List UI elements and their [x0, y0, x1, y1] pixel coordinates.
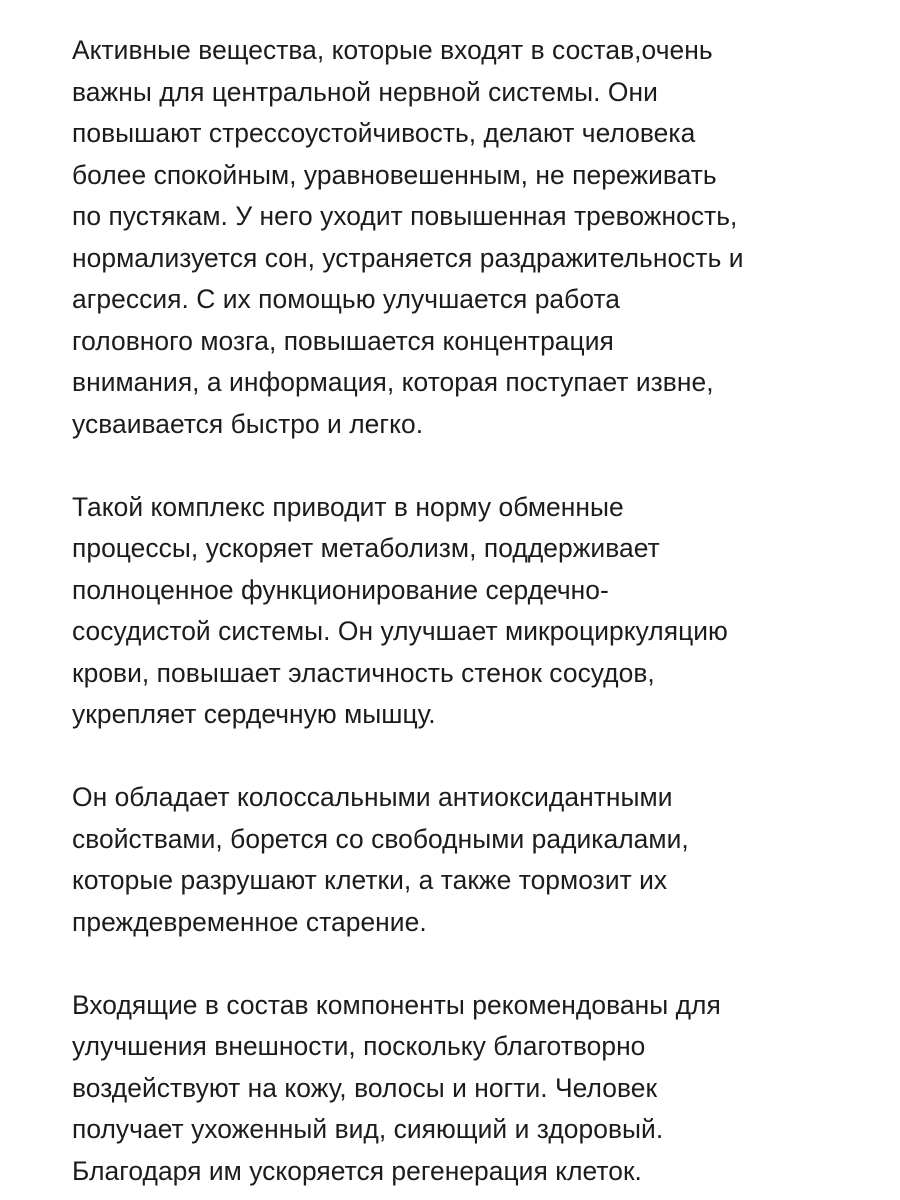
text-line: важны для центральной нервной системы. Они [72, 76, 658, 107]
text-line: усваивается быстро и легко. [72, 408, 424, 439]
text-line: головного мозга, повышается концентрация [72, 325, 614, 356]
text-line: крови, повышает эластичность стенок сосудов, [72, 657, 655, 688]
text-line: преждевременное старение. [72, 906, 427, 937]
text-line: Входящие в состав компоненты рекомендованы для [72, 989, 721, 1020]
paragraph-spacer [72, 736, 852, 778]
text-line: которые разрушают клетки, а также тормозит их [72, 865, 668, 895]
text-line: полноценное функционирование сердечно- [72, 574, 609, 605]
text-line: сосудистой системы. Он улучшает микроциркуляцию [72, 616, 728, 646]
text-line: нормализуется сон, устраняется раздражительность и [72, 242, 744, 273]
text-line: внимания, а информация, которая поступает извне, [72, 367, 714, 397]
text-line: Такой комплекс приводит в норму обменные [72, 491, 624, 522]
text-line: улучшения внешности, поскольку благотворно [72, 1031, 646, 1061]
text-line: укрепляет сердечную мышцу. [72, 699, 436, 729]
text-line: процессы, ускоряет метаболизм, поддерживает [72, 533, 660, 563]
paragraph-appearance [72, 985, 852, 1193]
paragraph-spacer [72, 943, 852, 985]
text-line: воздействуют на кожу, волосы и ногти. Человек [72, 1072, 658, 1103]
text-line: более спокойным, уравновешенным, не переживать [72, 159, 717, 190]
text-line: агрессия. С их помощью улучшается работа [72, 284, 621, 314]
paragraph-metabolism [72, 487, 852, 736]
text-line: Активные вещества, которые входят в состав,очень [72, 35, 713, 65]
text-line: свойствами, борется со свободными радикалами, [72, 823, 689, 854]
paragraph-antioxidants [72, 777, 852, 943]
text-line: Он обладает колоссальными антиоксидантными [72, 782, 673, 812]
text-line: получает ухоженный вид, сияющий и здоровый. [72, 1114, 664, 1144]
text-line: повышают стрессоустойчивость, делают человека [72, 118, 696, 148]
paragraph-nervous-system [72, 30, 852, 445]
text-line: Благодаря им ускоряется регенерация клеток. [72, 1155, 642, 1186]
paragraph-spacer [72, 445, 852, 487]
article-body [72, 30, 852, 1192]
text-line: по пустякам. У него уходит повышенная тревожность, [72, 201, 738, 231]
